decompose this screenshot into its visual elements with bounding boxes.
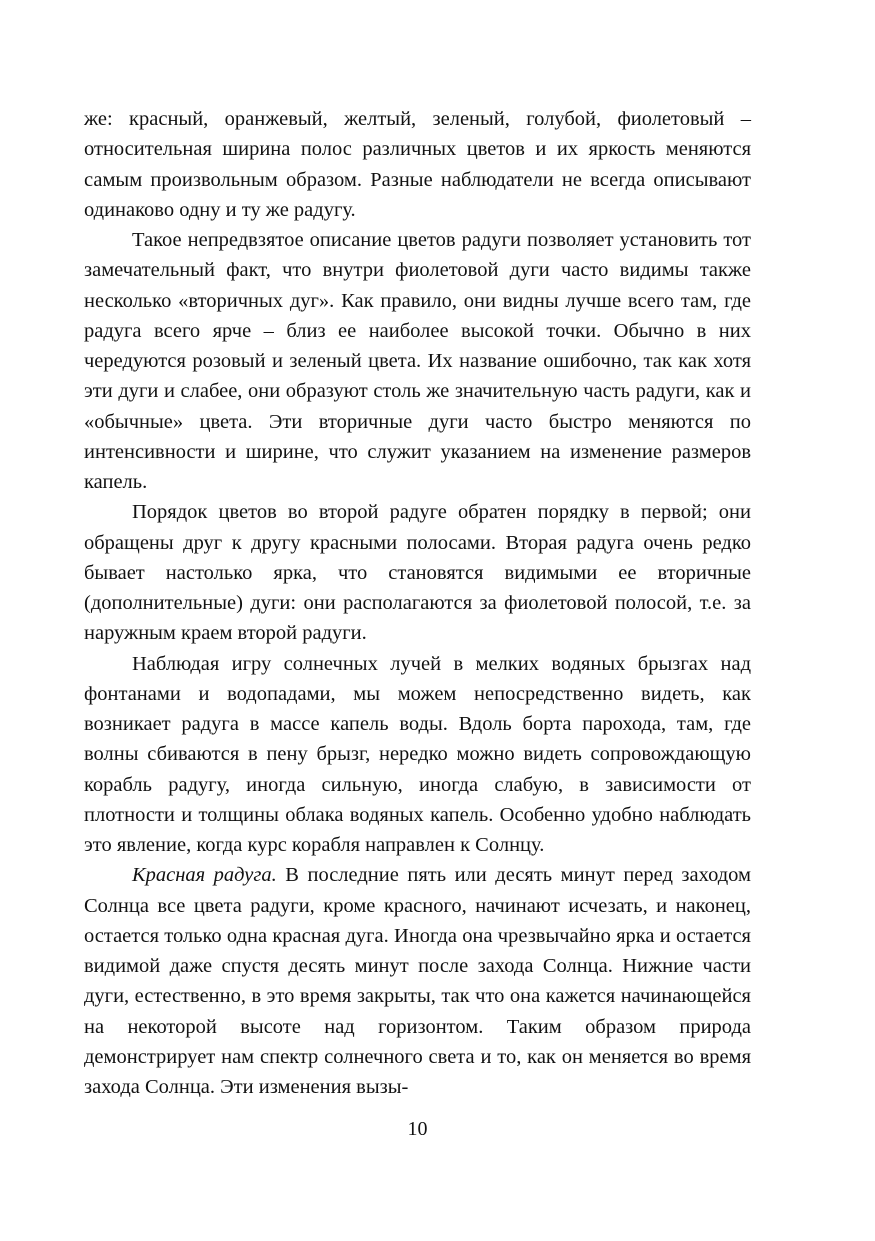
- paragraph-5: [84, 860, 751, 1102]
- paragraph-5-heading: Красная радуга.: [132, 864, 277, 887]
- body-text: [84, 104, 751, 1102]
- paragraph-2: Такое непредвзятое описание цветов радуги позволяет установить тот замечательный факт, что внутри фиолетовой дуги часто видимы также несколько «вторичных дуг». Как правило, они видны лучше всего там, где радуга всего ярче – близ ее наиболее высокой точки. Обычно в них чередуются розовый и зеленый цвета. Их название ошибочно, так как хотя эти дуги и слабее, они образуют столь же значительную часть радуги, как и «обычные» цвета. Эти вторичные дуги часто быстро меняются по интенсивности и ширине, что служит указанием на изменение размеров капель.: [84, 229, 751, 493]
- page-number: 10: [407, 1118, 428, 1140]
- paragraph-1: же: красный, оранжевый, желтый, зеленый, голубой, фиолетовый – относительная ширина полос различных цветов и их яркость меняются самым произвольным образом. Разные наблюдатели не всегда описывают одинаково одну и ту же радугу.: [84, 108, 751, 221]
- paragraph-5-body: В последние пять или десять минут перед заходом Солнца все цвета радуги, кроме красного, начинают исчезать, и наконец, остается только одна красная дуга. Иногда она чрезвычайно ярка и остается видимой даже спустя десять минут после захода Солнца. Нижние части дуги, естественно, в это время закрыты, так что она кажется начинающейся на некоторой высоте над горизонтом. Таким образом природа демонстрирует нам спектр солнечного света и то, как он меняется во время захода Солнца. Эти изменения вызы-: [84, 864, 752, 1098]
- paragraph-3: Порядок цветов во второй радуге обратен порядку в первой; они обращены друг к другу красными полосами. Вторая радуга очень редко бывает настолько ярка, что становятся видимыми ее вторичные (дополнительные) дуги: они располагаются за фиолетовой полосой, т.е. за наружным краем второй радуги.: [84, 501, 751, 645]
- paragraph-4: Наблюдая игру солнечных лучей в мелких водяных брызгах над фонтанами и водопадами, мы можем непосредственно видеть, как возникает радуга в массе капель воды. Вдоль борта парохода, там, где волны сбиваются в пену брызг, нередко можно видеть сопровождающую корабль радугу, иногда сильную, иногда слабую, в зависимости от плотности и толщины облака водяных капель. Особенно удобно наблюдать это явление, когда курс корабля направлен к Солнцу.: [84, 652, 751, 856]
